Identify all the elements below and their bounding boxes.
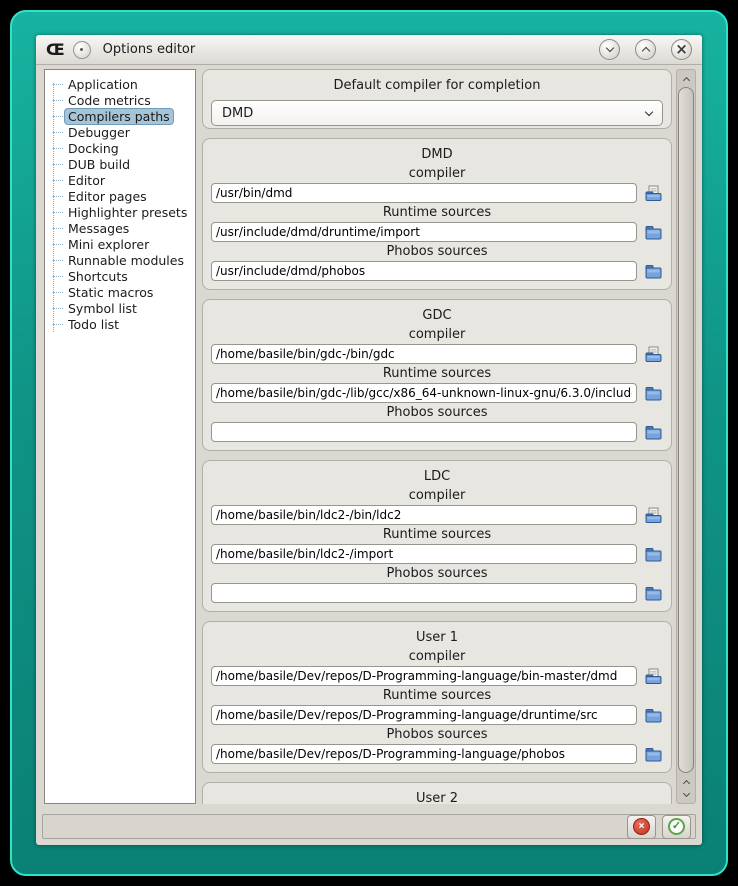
- sidebar-item-editor-pages[interactable]: [65, 188, 193, 204]
- sidebar-item-compilers-paths[interactable]: [65, 108, 193, 124]
- dmd-phobos-input[interactable]: [211, 261, 637, 281]
- sidebar-item-label: Docking: [68, 140, 119, 156]
- open-file-icon: [644, 667, 663, 686]
- sidebar-item-dub-build[interactable]: [65, 156, 193, 172]
- phobos-sources-label: Phobos sources: [386, 244, 488, 259]
- default-compiler-select[interactable]: [211, 100, 663, 126]
- sidebar-item-docking[interactable]: [65, 140, 193, 156]
- cancel-button[interactable]: [627, 815, 656, 839]
- sidebar-item-label: DUB build: [68, 156, 131, 172]
- sidebar-item-shortcuts[interactable]: [65, 268, 193, 284]
- phobos-sources-label: Phobos sources: [386, 727, 488, 742]
- dmd-runtime-browse-button[interactable]: [644, 223, 663, 242]
- statusbar: [36, 809, 702, 845]
- sidebar-item-editor[interactable]: [65, 172, 193, 188]
- gdc-group: [202, 299, 672, 451]
- group-title: User 1: [415, 630, 459, 645]
- gdc-compiler-input[interactable]: [211, 344, 637, 364]
- dmd-compiler-input[interactable]: [211, 183, 637, 203]
- ldc-phobos-browse-button[interactable]: [644, 584, 663, 603]
- titlebar[interactable]: [36, 35, 702, 65]
- sidebar-item-label: Editor pages: [68, 188, 147, 204]
- scroll-up-button[interactable]: [684, 72, 689, 85]
- ok-check-icon: ✓: [668, 818, 685, 835]
- group-title: GDC: [422, 308, 452, 323]
- phobos-sources-label: Phobos sources: [386, 405, 488, 420]
- unshade-button[interactable]: [635, 39, 656, 60]
- chevron-up-icon: [682, 779, 689, 786]
- cancel-icon: ×: [633, 818, 650, 835]
- window-title: Options editor: [102, 42, 196, 57]
- folder-icon: [644, 423, 663, 442]
- ldc-phobos-input[interactable]: [211, 583, 637, 603]
- user1-compiler-browse-button[interactable]: [644, 667, 663, 686]
- dmd-phobos-browse-button[interactable]: [644, 262, 663, 281]
- ldc-runtime-browse-button[interactable]: [644, 545, 663, 564]
- options-editor-window: [36, 35, 702, 845]
- folder-icon: [644, 706, 663, 725]
- category-tree: [51, 76, 193, 332]
- chevron-down-icon: [682, 789, 689, 796]
- user1-phobos-browse-button[interactable]: [644, 745, 663, 764]
- sidebar-item-label: Application: [68, 76, 138, 92]
- sidebar-item-label: Symbol list: [68, 300, 137, 316]
- dmd-compiler-browse-button[interactable]: [644, 184, 663, 203]
- sidebar-item-label: Runnable modules: [68, 252, 184, 268]
- accept-button[interactable]: [662, 815, 691, 839]
- user1-group: [202, 621, 672, 773]
- gdc-compiler-browse-button[interactable]: [644, 345, 663, 364]
- window-frame: [10, 10, 728, 876]
- dmd-group: [202, 138, 672, 290]
- group-title: DMD: [421, 147, 453, 162]
- window-menu-button[interactable]: [73, 41, 91, 59]
- ldc-group: [202, 460, 672, 612]
- coedit-logo-icon: Œ: [46, 39, 65, 59]
- default-compiler-group: [202, 69, 672, 129]
- user1-runtime-browse-button[interactable]: [644, 706, 663, 725]
- scroll-down-button[interactable]: [684, 788, 689, 801]
- gdc-phobos-input[interactable]: [211, 422, 637, 442]
- open-file-icon: [644, 506, 663, 525]
- compiler-label: compiler: [408, 649, 466, 664]
- sidebar-item-todo-list[interactable]: [65, 316, 193, 332]
- shade-button[interactable]: [599, 39, 620, 60]
- sidebar-item-mini-explorer[interactable]: [65, 236, 193, 252]
- gdc-runtime-input[interactable]: [211, 383, 637, 403]
- gdc-runtime-browse-button[interactable]: [644, 384, 663, 403]
- compiler-label: compiler: [408, 166, 466, 181]
- folder-icon: [644, 584, 663, 603]
- sidebar-item-static-macros[interactable]: [65, 284, 193, 300]
- sidebar-item-code-metrics[interactable]: [65, 92, 193, 108]
- statusbar-inner: [42, 814, 696, 839]
- compilers-paths-panel: [202, 69, 696, 804]
- sidebar-item-runnable-modules[interactable]: [65, 252, 193, 268]
- close-button[interactable]: [671, 39, 692, 60]
- scrollbar-thumb[interactable]: [678, 87, 694, 773]
- folder-icon: [644, 223, 663, 242]
- user1-runtime-input[interactable]: [211, 705, 637, 725]
- sidebar-item-label: Messages: [68, 220, 130, 236]
- folder-icon: [644, 545, 663, 564]
- sidebar-item-highlighter-presets[interactable]: [65, 204, 193, 220]
- group-title: LDC: [423, 469, 451, 484]
- content-area: [36, 65, 702, 809]
- close-icon: ×: [675, 39, 688, 58]
- dmd-runtime-input[interactable]: [211, 222, 637, 242]
- sidebar-item-label: Highlighter presets: [68, 204, 188, 220]
- group-title: Default compiler for completion: [333, 78, 541, 93]
- runtime-sources-label: Runtime sources: [382, 205, 492, 220]
- compiler-label: compiler: [408, 488, 466, 503]
- folder-icon: [644, 745, 663, 764]
- sidebar-item-label: Todo list: [68, 316, 120, 332]
- group-title: User 2: [415, 791, 459, 804]
- ldc-compiler-browse-button[interactable]: [644, 506, 663, 525]
- runtime-sources-label: Runtime sources: [382, 688, 492, 703]
- groups-scroll-area: [202, 69, 672, 804]
- sidebar-item-label: Editor: [68, 172, 105, 188]
- gdc-phobos-browse-button[interactable]: [644, 423, 663, 442]
- user1-phobos-input[interactable]: [211, 744, 637, 764]
- sidebar-item-messages[interactable]: [65, 220, 193, 236]
- sidebar-item-debugger[interactable]: [65, 124, 193, 140]
- chevron-up-icon: [682, 76, 689, 83]
- scroll-up-button-bottom[interactable]: [684, 775, 689, 788]
- sidebar-item-label: Compilers paths: [65, 109, 173, 124]
- user1-compiler-input[interactable]: [211, 666, 637, 686]
- folder-icon: [644, 262, 663, 281]
- combo-value: DMD: [222, 105, 254, 121]
- runtime-sources-label: Runtime sources: [382, 366, 492, 381]
- sidebar-item-label: Debugger: [68, 124, 130, 140]
- vertical-scrollbar[interactable]: [676, 69, 696, 804]
- chevron-up-icon: [641, 47, 649, 55]
- sidebar-item-label: Code metrics: [68, 92, 151, 108]
- sidebar-item-symbol-list[interactable]: [65, 300, 193, 316]
- open-file-icon: [644, 345, 663, 364]
- chevron-down-icon: [645, 107, 653, 115]
- user2-group: [202, 782, 672, 804]
- sidebar-item-label: Mini explorer: [68, 236, 150, 252]
- phobos-sources-label: Phobos sources: [386, 566, 488, 581]
- ldc-compiler-input[interactable]: [211, 505, 637, 525]
- chevron-down-icon: [605, 44, 613, 52]
- categories-sidebar: [44, 69, 196, 804]
- open-file-icon: [644, 184, 663, 203]
- runtime-sources-label: Runtime sources: [382, 527, 492, 542]
- ldc-runtime-input[interactable]: [211, 544, 637, 564]
- sidebar-item-label: Static macros: [68, 284, 154, 300]
- compiler-label: compiler: [408, 327, 466, 342]
- sidebar-item-application[interactable]: [65, 76, 193, 92]
- sidebar-item-label: Shortcuts: [68, 268, 128, 284]
- folder-icon: [644, 384, 663, 403]
